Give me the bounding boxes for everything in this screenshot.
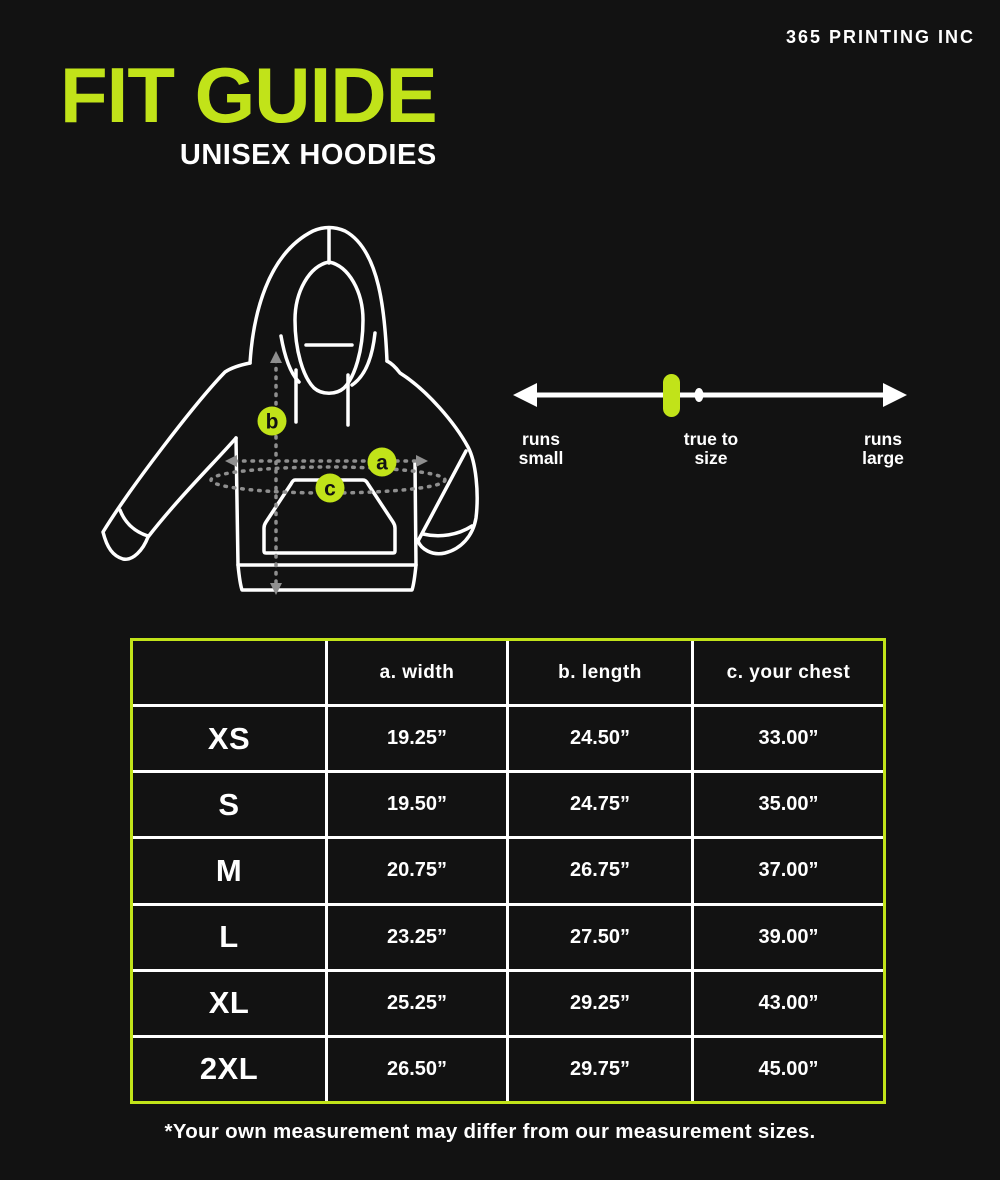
width-cell: 23.25” [328,906,506,969]
scale-dot-icon [695,388,704,402]
runs-large-line1: runs [864,429,902,449]
right-cuff-seam [423,526,472,536]
chest-cell: 33.00” [694,707,883,770]
scale-arrow-right-icon [883,383,907,407]
table-header-length: b. length [509,641,691,704]
width-cell: 25.25” [328,972,506,1035]
width-cell: 19.25” [328,707,506,770]
length-cell: 24.50” [509,707,691,770]
arrow-right-icon [416,455,428,467]
fit-scale-axis [505,358,915,428]
point-b-label: b [265,410,279,434]
point-c-label: c [324,477,336,501]
footnote: *Your own measurement may differ from our measurement sizes. [164,1120,816,1143]
length-cell: 24.75” [509,773,691,836]
length-cell: 27.50” [509,906,691,969]
title-block [60,51,437,172]
width-cell: 20.75” [328,839,506,902]
right-forearm-edge [418,451,466,541]
fit-scale [505,358,915,488]
hem-band [238,565,416,590]
size-cell: XL [133,972,325,1035]
page-subtitle: UNISEX HOODIES [179,139,437,171]
size-cell: M [133,839,325,902]
true-to-size-line1: true to [683,429,739,449]
size-cell: S [133,773,325,836]
width-cell: 26.50” [328,1038,506,1101]
runs-small-label [505,430,577,468]
length-cell: 29.75” [509,1038,691,1101]
chest-cell: 35.00” [694,773,883,836]
width-cell: 19.50” [328,773,506,836]
length-cell: 29.25” [509,972,691,1035]
length-cell: 26.75” [509,839,691,902]
size-table [130,638,886,1104]
runs-large-line2: large [862,448,904,468]
left-cuff-seam [120,510,148,536]
brand-name: 365 PRINTING INC [785,27,975,47]
size-cell: L [133,906,325,969]
runs-large-label [845,430,921,468]
table-header-chest: c. your chest [694,641,883,704]
page-title: FIT GUIDE [60,51,437,139]
table-header-width: a. width [328,641,506,704]
size-cell: 2XL [133,1038,325,1101]
hood-opening [295,262,363,393]
body-right-side [415,462,416,565]
table-header-empty [133,641,325,704]
chest-cell: 37.00” [694,839,883,902]
true-to-size-marker [663,374,680,417]
chest-cell: 43.00” [694,972,883,1035]
size-cell: XS [133,707,325,770]
true-to-size-label [661,430,761,468]
point-a-label: a [376,451,388,475]
chest-cell: 45.00” [694,1038,883,1101]
true-to-size-line2: size [694,448,728,468]
hood-outline [250,228,387,364]
scale-arrow-left-icon [513,383,537,407]
arrow-left-icon [225,455,237,467]
runs-small-line1: runs [522,429,560,449]
runs-small-line2: small [518,448,564,468]
chest-cell: 39.00” [694,906,883,969]
hoodie-diagram [85,218,485,613]
arrow-up-icon [270,351,282,363]
collar-right [352,333,375,385]
